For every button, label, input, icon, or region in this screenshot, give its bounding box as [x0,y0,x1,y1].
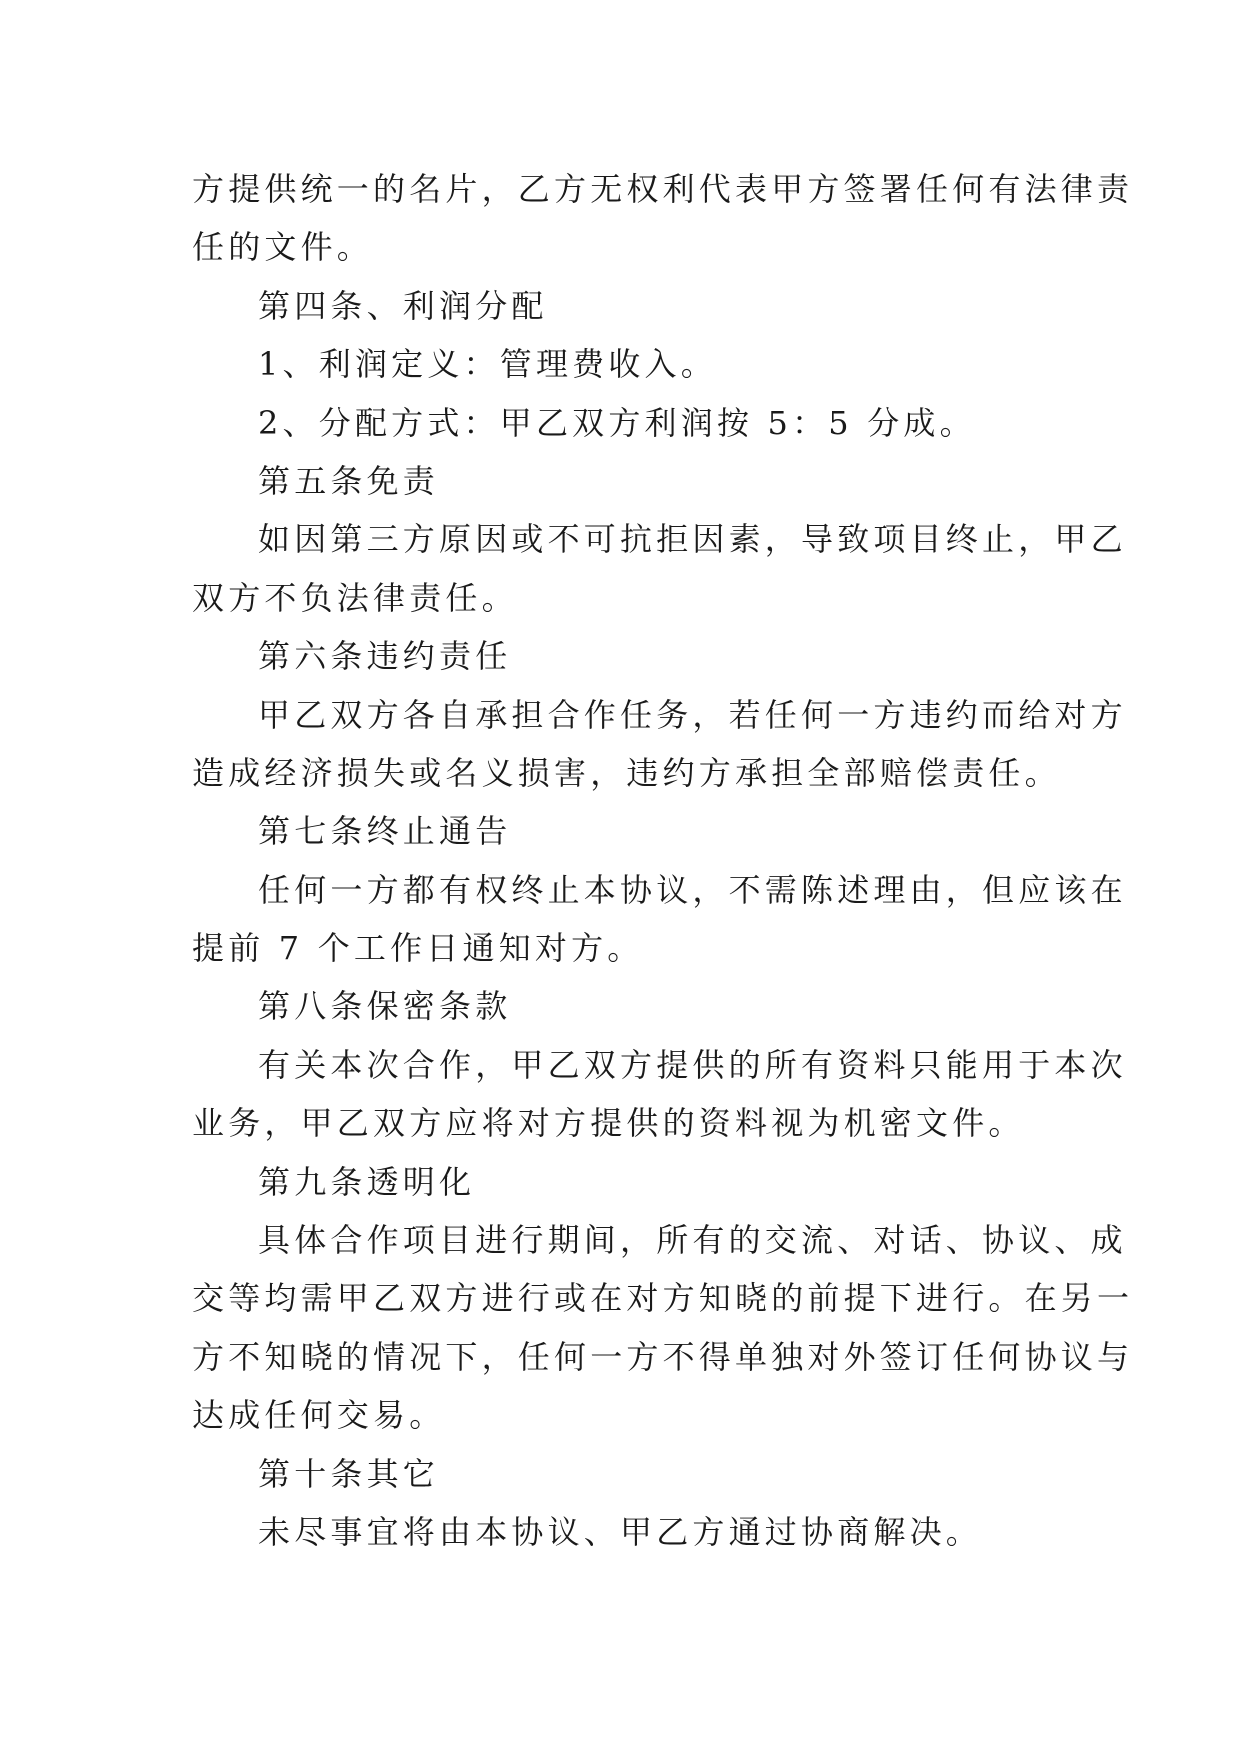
paragraph-line: 提前 7 个工作日通知对方。 [192,929,644,968]
section-heading: 第十条其它 [258,1454,440,1493]
paragraph-line: 有关本次合作，甲乙双方提供的所有资料只能用于本次 [258,1045,1127,1084]
paragraph-line: 方不知晓的情况下，任何一方不得单独对外签订任何协议与 [192,1337,1134,1376]
list-item: 1、利润定义：管理费收入。 [258,345,717,384]
document-body [192,160,1134,1561]
paragraph-line: 具体合作项目进行期间，所有的交流、对话、协议、成 [258,1221,1127,1260]
paragraph-line: 任何一方都有权终止本协议，不需陈述理由，但应该在 [258,870,1127,909]
paragraph-line: 双方不负法律责任。 [192,578,518,617]
paragraph-line: 甲乙双方各自承担合作任务，若任何一方违约而给对方 [258,695,1127,734]
paragraph-line: 未尽事宜将由本协议、甲乙方通过协商解决。 [258,1512,983,1551]
text-line: 方提供统一的名片，乙方无权利代表甲方签署任何有法律责 [192,170,1134,208]
section-heading: 第八条保密条款 [258,987,512,1026]
list-item: 2、分配方式：甲乙双方利润按 5：5 分成。 [258,403,976,442]
section-heading: 第六条违约责任 [258,637,512,676]
text-line: 任的文件。 [192,228,374,267]
paragraph-line: 如因第三方原因或不可抗拒因素，导致项目终止，甲乙 [258,520,1127,559]
paragraph-line: 交等均需甲乙双方进行或在对方知晓的前提下进行。在另一 [192,1279,1134,1318]
section-heading: 第九条透明化 [258,1162,476,1201]
paragraph-line: 达成任何交易。 [192,1396,446,1435]
section-heading: 第五条免责 [258,461,440,500]
paragraph-line: 业务，甲乙双方应将对方提供的资料视为机密文件。 [192,1104,1025,1143]
section-heading: 第四条、利润分配 [258,286,548,325]
section-heading: 第七条终止通告 [258,812,512,851]
paragraph-line: 造成经济损失或名义损害，违约方承担全部赔偿责任。 [192,753,1061,792]
